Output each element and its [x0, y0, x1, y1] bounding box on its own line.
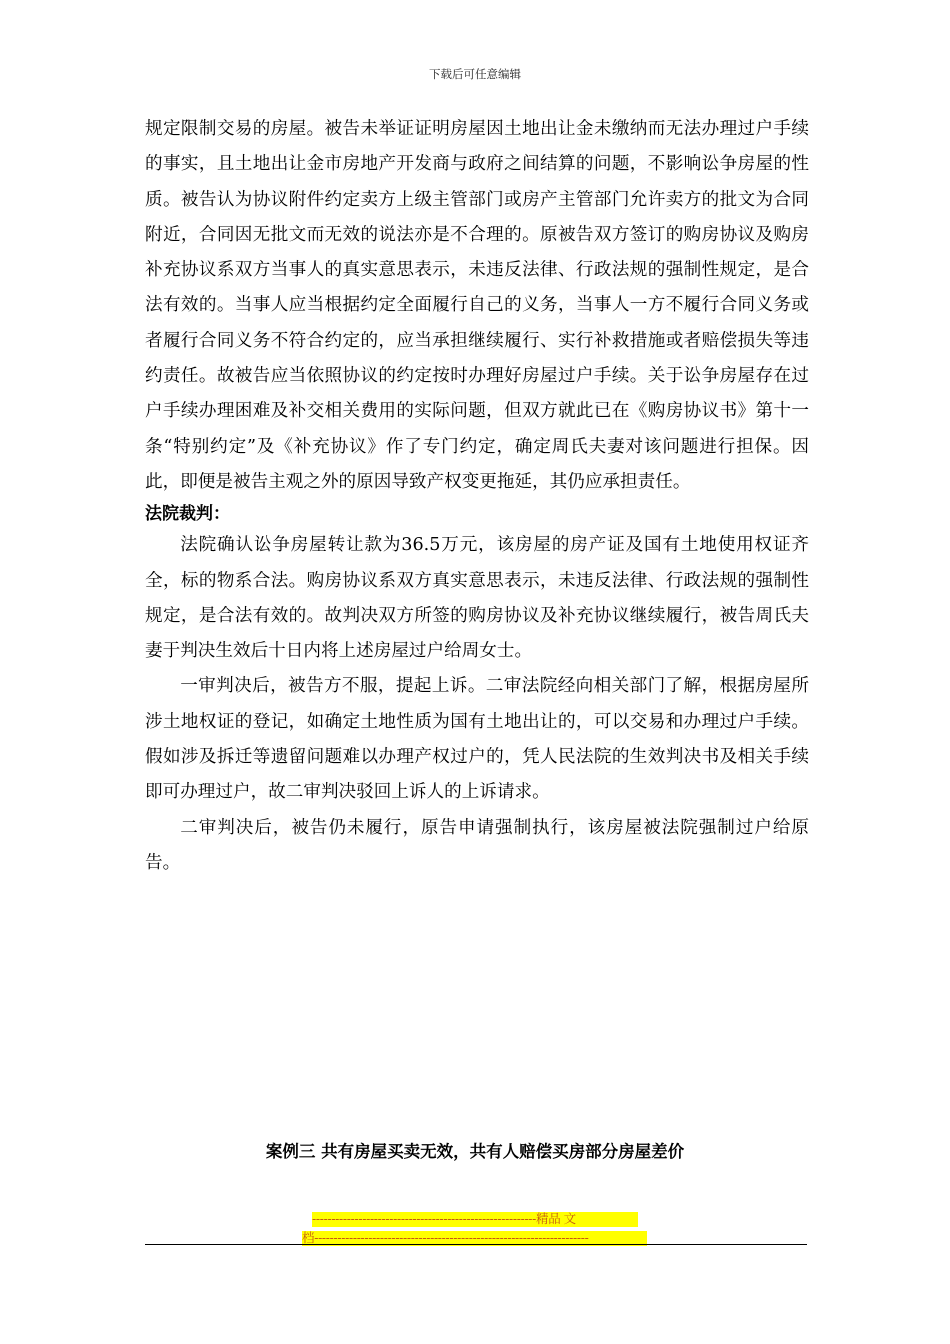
- page-header: 下载后可任意编辑: [429, 67, 521, 81]
- paragraph-first-instance: 一审判决后，被告方不服，提起上诉。二审法院经向相关部门了解，根据房屋所涉土地权证的登记，如确定土地性质为国有土地出让的，可以交易和办理过户手续。假如涉及拆迁等遗留问题难以办理产权过户的，凭人民法院的生效判决书及相关手续即可办理过户，故二审判决驳回上诉人的上诉请求。: [145, 676, 809, 803]
- paragraph-ruling: 法院确认讼争房屋转让款为36.5万元，该房屋的房产证及国有土地使用权证齐全，标的物系合法。购房协议系双方真实意思表示，未违反法律、行政法规的强制性规定，是合法有效的。故判决双方所签的购房协议及补充协议继续履行，被告周氏夫妻于判决生效后十日内将上述房屋过户给周女士。: [145, 535, 809, 662]
- footer-line-1: ----------------------------------------------------------精品 文: [312, 1212, 638, 1227]
- case-title: 案例三 共有房屋买卖无效，共有人赔偿买房部分房屋差价: [265, 1142, 685, 1161]
- paragraph-argument: 规定限制交易的房屋。被告未举证证明房屋因土地出让金未缴纳而无法办理过户手续的事实，且土地出让金市房地产开发商与政府之间结算的问题，不影响讼争房屋的性质。被告认为协议附件约定卖方上级主管部门或房产主管部门允许卖方的批文为合同附近，合同因无批文而无效的说法亦是不合理的。原被告双方签订的购房协议及购房补充协议系双方当事人的真实意思表示，未违反法律、行政法规的强制性规定，是合法有效的。当事人应当根据约定全面履行自己的义务，当事人一方不履行合同义务或者履行合同义务不符合约定的，应当承担继续履行、实行补救措施或者赔偿损失等违约责任。故被告应当依照协议的约定按时办理好房屋过户手续。关于讼争房屋存在过户手续办理困难及补交相关费用的实际问题，但双方就此已在《购房协议书》第十一条“特别约定”及《补充协议》作了专门约定，确定周氏夫妻对该问题进行担保。因此，即便是被告主观之外的原因导致产权变更拖延，其仍应承担责任。: [145, 119, 809, 492]
- section-heading-court-ruling: 法院裁判：: [145, 504, 230, 525]
- footer-line-2: 档-----------------------------------------------------------------------: [302, 1231, 647, 1246]
- footer-divider: [145, 1244, 807, 1245]
- paragraph-second-instance: 二审判决后，被告仍未履行，原告申请强制执行，该房屋被法院强制过户给原告。: [145, 817, 809, 873]
- document-body: [145, 112, 809, 881]
